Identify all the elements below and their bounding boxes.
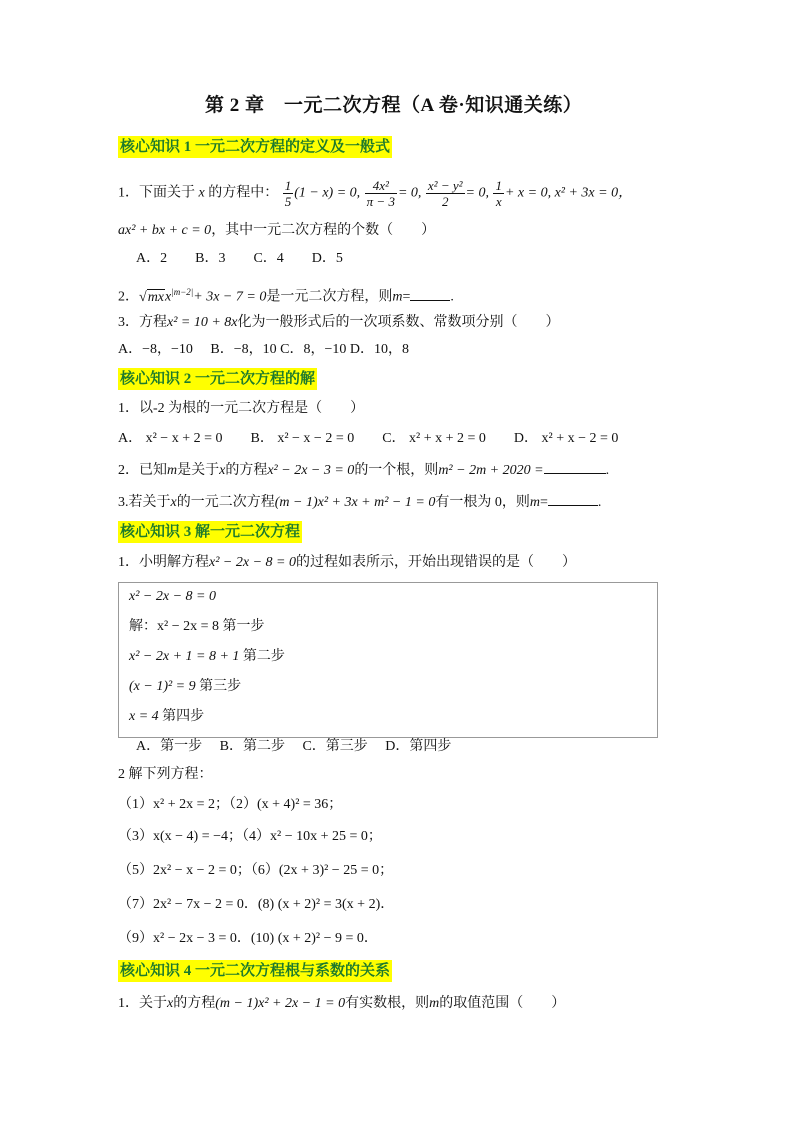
section-heading-3: 核心知识 3 解一元二次方程 [118,521,302,543]
fraction-1-num: 1 [284,178,292,193]
step-2-label: 第二步 [242,649,285,664]
s2-q2-mid2: 的方程 [225,463,268,478]
s4-q1-mid2: 有实数根，则 [345,996,430,1011]
equation-item: （5）2x² − x − 2 = 0；（6）(2x + 3)² − 25 = 0； [118,863,394,878]
fraction-1 [283,178,294,209]
s1-q1-mid: 的方程中： [208,185,279,201]
step-3-math: (x − 1)² = 9 [129,679,196,694]
sqrt-inner: mx [147,289,165,305]
s4-q1-prefix: 1．关于 [118,996,167,1011]
s1-q2 [118,282,454,308]
s2-q3-mid2: 有一根为 0，则 [435,495,530,510]
s2-q2-prefix: 2．已知 [118,463,167,478]
step-row-4 [129,707,204,727]
s2-q1: 1．以-2 为根的一元二次方程是（ ） [118,401,365,416]
equation-item: （3）x(x − 4) = −4；（4）x² − 10x + 25 = 0； [118,829,382,844]
s1-q1-line2 [118,221,435,241]
s4-q1 [118,994,565,1014]
s1-q3-options: A．−8，−10 B．−8，10 C．8，−10 D．10，8 [118,342,409,357]
s1-q3-text: 化为一般形式后的一次项系数、常数项分别（ ） [237,315,560,330]
s1-q1-options: A．2 B．3 C．4 D．5 [136,251,343,266]
s4-q1-end: 的取值范围（ ） [439,996,566,1011]
equation-item: （7）2x² − 7x − 2 = 0．(8) (x + 2)² = 3(x + 2)． [118,897,395,912]
s2-q3 [118,491,601,513]
section-heading-4: 核心知识 4 一元二次方程根与系数的关系 [118,960,392,982]
step-row-0 [129,587,216,607]
equation-item: （9）x² − 2x − 3 = 0．(10) (x + 2)² − 9 = 0． [118,931,378,946]
s3-q1-options: A．第一步 B．第二步 C．第三步 D．第四步 [136,739,452,754]
s1-q1-line2-text: ，其中一元二次方程的个数（ ） [211,223,436,238]
s2-q2-expr: x² − 2x − 3 = 0 [267,463,355,478]
equation-item: （1）x² + 2x = 2；（2）(x + 4)² = 36； [118,797,343,812]
answer-blank[interactable] [410,286,450,301]
s2-q3-mid: 的一元二次方程 [176,495,275,510]
step-1-label: 第一步 [222,619,265,634]
section-heading-2: 核心知识 2 一元二次方程的解 [118,368,317,390]
s2-q3-var2: m [529,495,540,510]
s3-q1 [118,553,576,573]
s1-q1-t3: = 0, [465,185,489,201]
s4-q1-mid: 的方程 [173,996,216,1011]
s1-q3 [118,313,560,333]
s2-q3-var: x [170,495,177,510]
answer-blank[interactable] [548,491,598,506]
solution-steps-box [118,582,658,738]
s4-q1-var: x [167,996,174,1011]
s1-q1-prefix: 1．下面关于 [118,185,195,201]
step-row-2 [129,647,285,667]
s2-q3-prefix: 3.若关于 [118,495,171,510]
s2-q2-var: m [167,463,178,478]
s3-q2-title: 2 解下列方程： [118,767,213,782]
s2-q2-var2: x [219,463,226,478]
fraction-3-num: x² − y² [427,178,463,193]
page-title: 第 2 章 一元二次方程（A 卷·知识通关练） [205,95,583,116]
step-2-math: x² − 2x + 1 = 8 + 1 [129,649,240,664]
s1-q1-t1: (1 − x) = 0, [294,185,361,201]
fraction-2 [365,178,397,209]
step-3-label: 第三步 [199,679,242,694]
step-4-label: 第四步 [162,709,205,724]
s2-q2-end: . [605,463,610,478]
fraction-4-num: 1 [495,178,502,193]
fraction-3-den: 2 [441,194,449,209]
s2-q3-end: . [597,495,602,510]
s4-q1-var2: m [429,996,440,1011]
s2-q3-eq: = [539,495,548,510]
s3-q1-expr: x² − 2x − 8 = 0 [209,555,296,570]
s2-q1-options: A． x² − x + 2 = 0 B． x² − x − 2 = 0 C． x² + x + 2 = 0 D． x² + x − 2 = 0 [118,431,619,446]
step-row-3 [129,677,241,697]
s1-q2-text: 是一元二次方程，则 [266,289,393,305]
s1-q2-exponent: |m−2| [171,287,194,297]
s2-q2 [118,459,609,481]
s1-q3-prefix: 3．方程 [118,315,167,330]
step-row-1 [129,617,265,637]
s2-q3-expr: (m − 1)x² + 3x + m² − 1 = 0 [274,495,436,510]
fraction-1-den: 5 [284,194,292,209]
step-4-math: x = 4 [129,709,159,724]
s1-q1-var: x [198,185,205,201]
s2-q2-expr2: m² − 2m + 2020 = [438,463,544,478]
sqrt-symbol: √mx [139,289,165,305]
s1-q2-var: m [392,289,403,305]
s2-q2-mid3: 的一个根，则 [354,463,439,478]
s2-q2-mid: 是关于 [177,463,220,478]
s1-q1-line1 [118,178,632,209]
fraction-4 [493,178,504,209]
step-1-math: 解：x² − 2x = 8 [129,619,219,634]
s1-q2-eq: = [402,289,411,305]
answer-blank[interactable] [544,459,606,474]
s1-q2-rest: + 3x − 7 = 0 [193,289,267,305]
s1-q2-prefix: 2． [118,289,139,305]
s1-q2-base: x [165,289,172,305]
fraction-3 [426,178,465,209]
s1-q2-end: . [450,289,454,305]
s1-q1-general-form: ax² + bx + c = 0 [118,223,212,238]
fraction-2-num: 4x² [365,178,397,194]
step-0-math: x² − 2x − 8 = 0 [129,589,216,604]
s1-q1-t4: + x = 0, x² + 3x = 0， [504,185,633,201]
s1-q3-expr: x² = 10 + 8x [167,315,238,330]
fraction-2-den: π − 3 [366,194,395,209]
fraction-4-den: x [495,194,502,209]
s4-q1-expr: (m − 1)x² + 2x − 1 = 0 [215,996,346,1011]
s1-q1-t2: = 0, [397,185,422,201]
s3-q1-prefix: 1．小明解方程 [118,555,209,570]
section-heading-1: 核心知识 1 一元二次方程的定义及一般式 [118,136,392,158]
s3-q1-text: 的过程如表所示，开始出现错误的是（ ） [295,555,576,570]
